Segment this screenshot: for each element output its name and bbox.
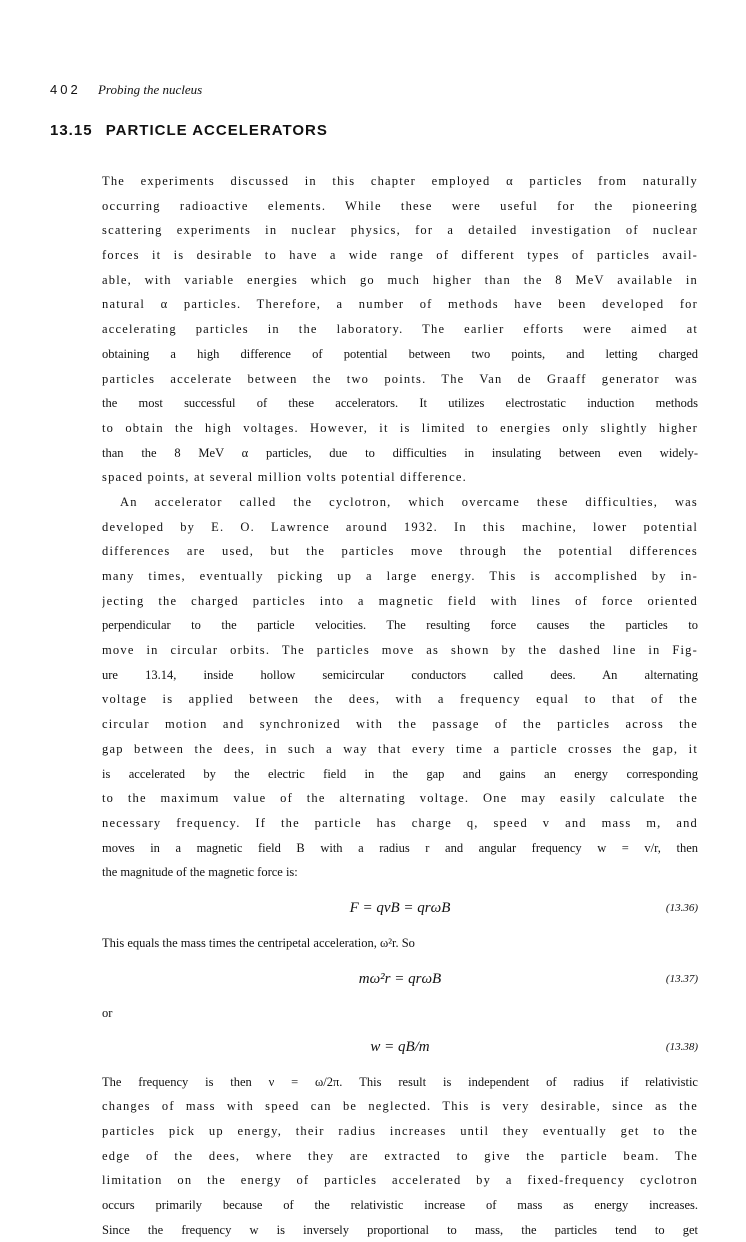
text-line: particles accelerate between the two points. The Van de Graaff generator was [102,371,698,386]
text-line: spaced points, at several million volts potential difference. [102,470,467,485]
text-line: scattering experiments in nuclear physics, for a detailed investigation of nuclear [102,223,698,238]
equation-13-38 [102,1024,698,1070]
equation-number: (13.38) [665,1040,698,1053]
text-line: Since the frequency w is inversely proportional to mass, the particles tend to get [102,1222,698,1237]
running-head [50,82,202,98]
text-line: forces it is desirable to have a wide range of different types of particles avail- [102,248,698,263]
text-line: occurring radioactive elements. While these were useful for the pioneering [102,198,698,213]
text-line: jecting the charged particles into a magnetic field with lines of force oriented [102,593,698,608]
equation-expression: mω²r = qrωB [358,970,442,987]
section-number: 13.15 [50,122,93,139]
text-line: changes of mass with speed can be neglected. This is very desirable, since as the [102,1099,698,1114]
section-heading [50,122,328,139]
text-line: The experiments discussed in this chapter employed α particles from naturally [102,174,698,188]
text-line: necessary frequency. If the particle has charge q, speed v and mass m, and [102,815,698,830]
section-title: PARTICLE ACCELERATORS [105,122,328,139]
text-line: circular motion and synchronized with the passage of the particles across the [102,717,698,732]
body-text [102,169,698,1242]
text-line: is accelerated by the electric field in the gap and gains an energy corresponding [102,766,698,781]
text-line: voltage is applied between the dees, with a frequency equal to that of the [102,692,698,707]
text-line: move in circular orbits. The particles move as shown by the dashed line in Fig- [102,643,698,658]
equation-13-36 [102,885,698,931]
equation-number: (13.37) [665,972,698,985]
equation-expression: F = qvB = qrωB [349,899,451,916]
text-line: accelerating particles in the laboratory. The earlier efforts were aimed at [102,322,698,337]
text-line: natural α particles. Therefore, a number of methods have been developed for [102,297,698,312]
text-line: obtaining a high difference of potential between two points, and letting charged [102,346,698,361]
text-line: An accelerator called the cyclotron, which overcame these difficulties, was [120,494,698,509]
text-line: ure 13.14, inside hollow semicircular conductors called dees. An alternating [102,667,698,682]
text-line: to the maximum value of the alternating voltage. One may easily calculate the [102,791,698,806]
text-line: to obtain the high voltages. However, it is limited to energies only slightly higher [102,420,698,435]
text-line: occurs primarily because of the relativistic increase of mass as energy increases. [102,1198,698,1213]
equation-13-37 [102,956,698,1002]
text-line: particles pick up energy, their radius increases until they eventually get to the [102,1124,698,1138]
text-line: gap between the dees, in such a way that every time a particle crosses the gap, it [102,741,698,756]
text-line: many times, eventually picking up a large energy. This is accomplished by in- [102,569,698,583]
text-line: The frequency is then ν = ω/2π. This result is independent of radius if relativistic [102,1074,698,1089]
running-title: Probing the nucleus [97,82,203,97]
text-line: the magnitude of the magnetic force is: [102,865,298,880]
text-line: the most successful of these accelerators. It utilizes electrostatic induction methods [102,396,698,411]
text-line: moves in a magnetic field B with a radius r and angular frequency w = v/r, then [102,840,698,855]
or-connector: or [102,1005,113,1020]
text-line: limitation on the energy of particles accelerated by a fixed-frequency cyclotron [102,1173,698,1188]
text-line: perpendicular to the particle velocities. The resulting force causes the particles to [102,618,698,633]
text-line: edge of the dees, where they are extracted to give the particle beam. The [102,1148,698,1163]
text-line: differences are used, but the particles move through the potential differences [102,544,698,559]
equation-expression: w = qB/m [370,1038,430,1055]
text-line: developed by E. O. Lawrence around 1932. In this machine, lower potential [102,519,698,534]
page-number: 402 [50,82,81,97]
text-line: This equals the mass times the centripetal acceleration, ω²r. So [102,935,415,950]
text-line: able, with variable energies which go much higher than the 8 MeV available in [102,272,698,287]
equation-number: (13.36) [665,901,698,914]
text-line: than the 8 MeV α particles, due to difficulties in insulating between even widely- [102,445,698,460]
